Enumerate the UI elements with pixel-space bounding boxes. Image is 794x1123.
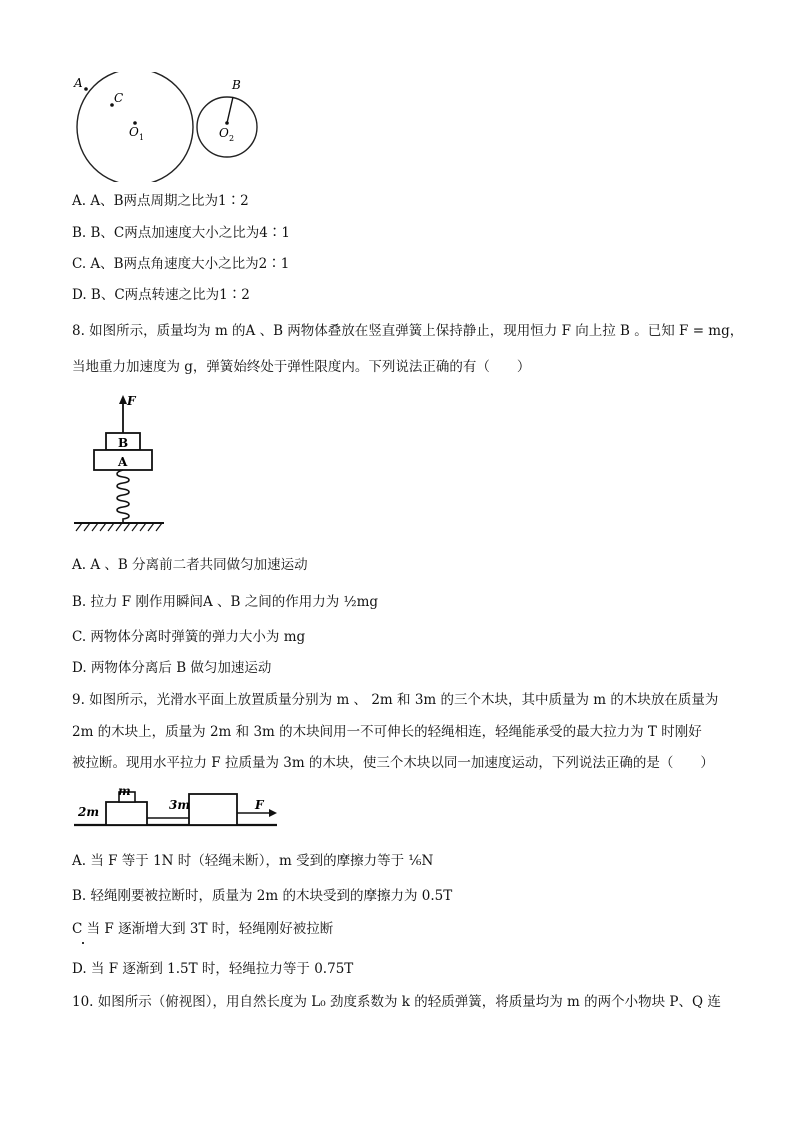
label-m: m (118, 785, 131, 798)
q7-option-d: D. B、C两点转速之比为1∶2 (72, 287, 250, 303)
q8-option-d: D. 两物体分离后 B 做匀加速运动 (72, 660, 272, 676)
force-arrow-head (269, 809, 277, 817)
label-B: B (232, 78, 241, 92)
label-A: A (118, 455, 128, 469)
q9-option-a: A. 当 F 等于 1N 时（轻绳未断），m 受到的摩擦力等于 ⅙N (72, 853, 434, 869)
spring (117, 470, 129, 523)
three-blocks-figure (72, 785, 287, 833)
spring-blocks-figure (72, 393, 167, 538)
q8-option-b: B. 拉力 F 刚作用瞬间A 、B 之间的作用力为 ½mg (72, 594, 379, 610)
q7-option-b: B. B、C两点加速度大小之比为4∶1 (72, 225, 290, 241)
label-O2-sub: 2 (229, 134, 235, 143)
q8-stem-line2: 当地重力加速度为 g，弹簧始终处于弹性限度内。下列说法正确的有（ ） (72, 359, 531, 375)
q9-option-b: B. 轻绳刚要被拉断时，质量为 2m 的木块受到的摩擦力为 0.5T (72, 888, 453, 904)
q9-option-c: C 当 F 逐渐增大到 3T 时，轻绳刚好被拉断 (72, 921, 334, 937)
label-F: F (127, 394, 136, 408)
circles-figure (66, 72, 266, 182)
q9-option-d: D. 当 F 逐渐到 1.5T 时，轻绳拉力等于 0.75T (72, 961, 354, 977)
q10-stem-line1: 10. 如图所示（俯视图），用自然长度为 L₀ 劲度系数为 k 的轻质弹簧，将质量均为 m 的两个小物块 P、Q 连 (72, 994, 721, 1010)
q8-option-c: C. 两物体分离时弹簧的弹力大小为 mg (72, 629, 306, 645)
label-2m: 2m (78, 805, 100, 819)
label-O1-sub: 1 (139, 133, 145, 142)
q7-option-a: A. A、B两点周期之比为1∶2 (72, 193, 249, 209)
label-O2: O (219, 126, 229, 140)
q9-stem-line2: 2m 的木块上，质量为 2m 和 3m 的木块间用一不可伸长的轻绳相连，轻绳能承受的最大拉力为 T 时刚好 (72, 724, 702, 740)
force-arrow-head (119, 395, 127, 404)
stray-dot (82, 942, 84, 944)
q7-option-c: C. A、B两点角速度大小之比为2∶1 (72, 256, 290, 272)
q8-option-a: A. A 、B 分离前二者共同做匀加速运动 (72, 557, 308, 573)
label-C: C (114, 91, 124, 105)
q8-stem-line1: 8. 如图所示，质量均为 m 的A 、B 两物体叠放在竖直弹簧上保持静止，现用恒力 F 向上拉 B 。已知 F = mg， (72, 323, 744, 339)
ground-hatching (76, 523, 162, 531)
block-3m (189, 794, 237, 825)
point-A (84, 87, 88, 91)
label-O1: O (129, 125, 139, 139)
q9-stem-line1: 9. 如图所示，光滑水平面上放置质量分别为 m 、 2m 和 3m 的三个木块，其中质量为 m 的木块放在质量为 (72, 692, 719, 708)
label-A: A (74, 76, 83, 90)
radius-O2-B (227, 97, 233, 123)
label-3m: 3m (169, 798, 191, 812)
label-B: B (118, 436, 129, 450)
q9-stem-line3: 被拉断。现用水平拉力 F 拉质量为 3m 的木块，使三个木块以同一加速度运动，下列说法正确的是（ ） (72, 755, 714, 771)
label-F: F (255, 798, 264, 812)
block-2m (106, 802, 147, 825)
